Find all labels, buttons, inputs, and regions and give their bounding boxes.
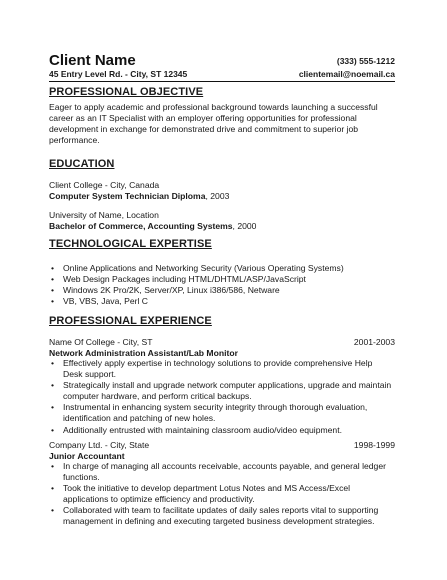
- job-duties: [49, 461, 394, 528]
- header-divider: [49, 81, 395, 82]
- list-item: • Additionally entrusted with maintaining classroom audio/video equipment.: [51, 424, 342, 435]
- education-degree-line: [49, 191, 229, 202]
- experience-heading: PROFESSIONAL EXPERIENCE: [49, 315, 212, 327]
- bullet-icon: •: [51, 296, 55, 307]
- education-year: , 2003: [205, 191, 230, 201]
- bullet-icon: •: [51, 461, 55, 471]
- education-school: University of Name, Location: [49, 210, 159, 220]
- objective-text: Eager to apply academic and professional background towards launching a successful career as an IT Specialist with an employer offering opportunities for professional development in exchange for demonstrated drive and commitment to superior job performance.: [49, 102, 378, 146]
- list-item: • Instrumental in enhancing system security integrity through thorough evaluation, identification and patching of new holes.: [51, 402, 368, 424]
- job-employer: Name Of College - City, ST: [49, 337, 153, 347]
- objective-heading: PROFESSIONAL OBJECTIVE: [49, 86, 204, 98]
- education-degree: Bachelor of Commerce, Accounting Systems: [49, 221, 233, 231]
- job-position: Junior Accountant: [49, 451, 125, 461]
- job-dates: 1998-1999: [353, 440, 395, 450]
- education-school: Client College - City, Canada: [49, 180, 160, 190]
- tech-heading: TECHNOLOGICAL EXPERTISE: [49, 238, 212, 250]
- bullet-icon: •: [51, 263, 55, 273]
- education-year: , 2000: [232, 221, 257, 231]
- list-item: • Effectively apply expertise in technology solutions to provide comprehensive Help Desk support.: [51, 358, 373, 380]
- bullet-icon: •: [51, 402, 55, 413]
- bullet-icon: •: [51, 424, 55, 435]
- list-item: • Collaborated with team to facilitate updates of daily sales reports vital to supporting management in defining and executing targeted business development strategies.: [51, 505, 379, 527]
- tech-list: [49, 263, 394, 307]
- email-address: clientemail@noemail.ca: [298, 69, 395, 79]
- phone-number: (333) 555-1212: [336, 56, 395, 66]
- client-name: Client Name: [49, 52, 136, 69]
- list-item: • Online Applications and Networking Security (Various Operating Systems): [51, 263, 344, 273]
- list-item: • Web Design Packages including HTML/DHTML/ASP/JavaScript: [51, 274, 306, 285]
- job-employer: Company Ltd. - City, State: [49, 440, 150, 450]
- list-item: • Strategically install and upgrade network computer applications, upgrade and maintain computer hardware, and perform critical backups.: [51, 380, 392, 402]
- bullet-icon: •: [51, 358, 55, 368]
- bullet-icon: •: [51, 483, 55, 494]
- bullet-icon: •: [51, 274, 55, 285]
- education-degree: Computer System Technician Diploma: [49, 191, 206, 201]
- education-heading: EDUCATION: [49, 158, 115, 170]
- list-item: • VB, VBS, Java, Perl C: [51, 296, 149, 307]
- job-position: Network Administration Assistant/Lab Monitor: [49, 348, 238, 358]
- bullet-icon: •: [51, 285, 55, 296]
- education-degree-line: [49, 221, 256, 232]
- address: 45 Entry Level Rd. - City, ST 12345: [49, 69, 188, 79]
- bullet-icon: •: [51, 505, 55, 516]
- list-item: • Windows 2K Pro/2K, Server/XP, Linux i386/586, Netware: [51, 285, 280, 296]
- list-item: • Took the initiative to develop department Lotus Notes and MS Access/Excel applications to optimize efficiency and productivity.: [51, 483, 351, 505]
- job-duties: [49, 358, 394, 436]
- list-item: • In charge of managing all accounts receivable, accounts payable, and general ledger functions.: [51, 461, 386, 483]
- bullet-icon: •: [51, 380, 55, 391]
- job-dates: 2001-2003: [353, 337, 395, 347]
